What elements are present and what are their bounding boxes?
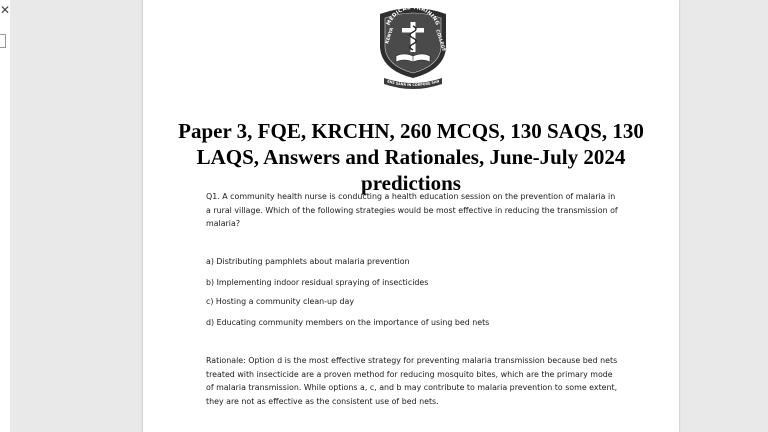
logo-right-text: COLLEGE <box>434 29 446 53</box>
option-d: d) Educating community members on the importance of using bed nets <box>206 318 490 327</box>
logo-motto: ENS SANA IN CORPORE SAN <box>386 79 440 88</box>
rationale-text: Rationale: Option d is the most effective strategy for preventing malaria transmission because bed nets treated with insecticide are a proven method for reducing mosquito bites, which are the primary mode of malaria transmission. While options a, c, and b may contribute to malaria prevention to some extent, they are not as effective as the consistent use of bed nets. <box>206 356 618 406</box>
document-title: Paper 3, FQE, KRCHN, 260 MCQS, 130 SAQS, 130 LAQS, Answers and Rationales, June-July 2024 predictions <box>178 119 644 195</box>
pane-tab[interactable] <box>0 34 6 48</box>
option-c: c) Hosting a community clean-up day <box>206 297 355 306</box>
logo-left-text: KENYA <box>385 27 396 45</box>
close-icon[interactable]: ✕ <box>0 3 11 17</box>
document-page <box>143 0 679 432</box>
side-pane <box>0 0 10 432</box>
option-a: a) Distributing pamphlets about malaria prevention <box>206 257 410 266</box>
option-b: b) Implementing indoor residual spraying of insecticides <box>206 278 429 287</box>
question-text: Q1. A community health nurse is conducting a health education session on the prevention of malaria in a rural village. Which of the following strategies would be most effective in reducing the transmission of malaria? <box>206 192 618 228</box>
logo-top-text: MEDICAL TRAINING <box>385 4 441 27</box>
college-logo <box>376 4 450 90</box>
